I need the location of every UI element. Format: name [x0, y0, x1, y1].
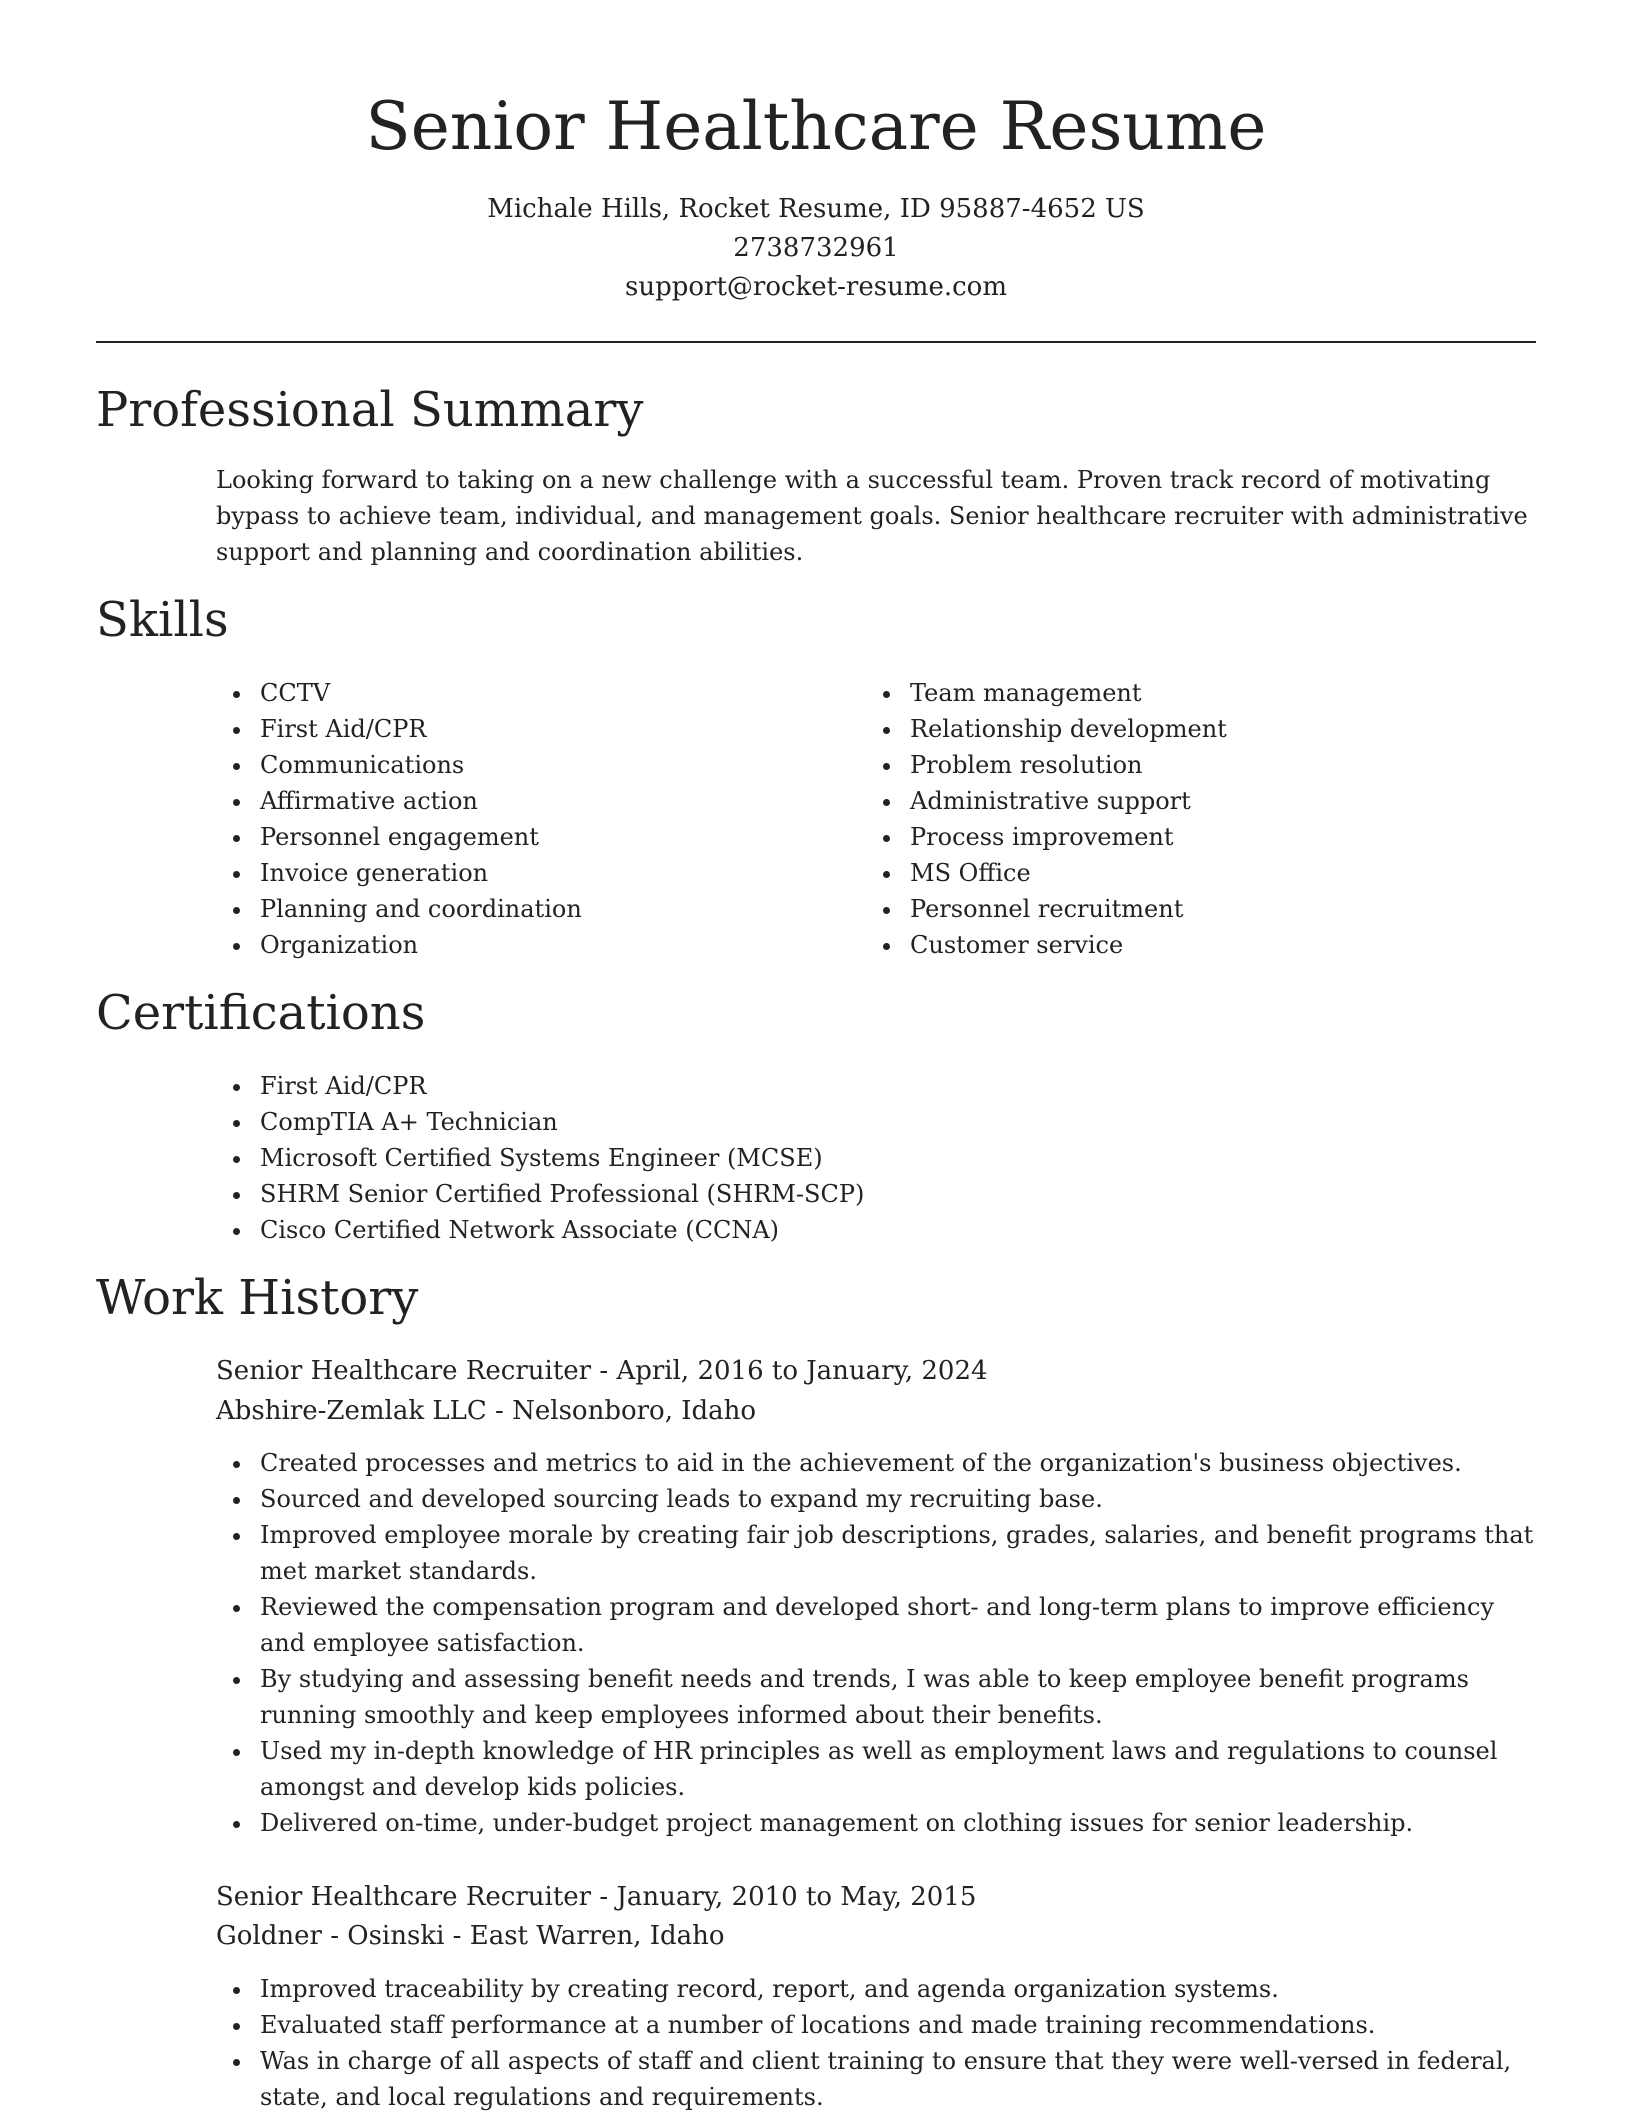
contact-email: support@rocket-resume.com — [624, 272, 1007, 302]
job-title: Senior Healthcare Recruiter — [216, 1882, 592, 1912]
skill-item: MS Office — [866, 855, 1526, 891]
job-title: Senior Healthcare Recruiter — [216, 1356, 592, 1386]
skill-item: Organization — [216, 927, 816, 963]
skills-list-right — [866, 675, 1526, 963]
skill-item: Customer service — [866, 927, 1526, 963]
job-company: Goldner - Osinski — [216, 1921, 445, 1951]
duty-item: Delivered on-time, under-budget project management on clothing issues for senior leadership. — [216, 1805, 1536, 1841]
duty-item: Improved employee morale by creating fair job descriptions, grades, salaries, and benefit programs that met market standards. — [216, 1517, 1536, 1589]
duty-item: Sourced and developed sourcing leads to expand my recruiting base. — [216, 1481, 1536, 1517]
skill-item: Administrative support — [866, 783, 1526, 819]
duty-item: Reviewed the compensation program and developed short- and long-term plans to improve efficiency and employee satisfaction. — [216, 1589, 1536, 1661]
resume-title: Senior Healthcare Resume — [365, 88, 1267, 165]
skill-item: CCTV — [216, 675, 816, 711]
skill-item: Relationship development — [866, 711, 1526, 747]
job-company-line: Abshire-Zemlak LLC - Nelsonboro, Idaho — [216, 1396, 757, 1426]
certification-item: First Aid/CPR — [216, 1068, 1116, 1104]
certification-item: Microsoft Certified Systems Engineer (MCSE) — [216, 1140, 1116, 1176]
skill-item: Invoice generation — [216, 855, 816, 891]
duty-item: Improved traceability by creating record, report, and agenda organization systems. — [216, 1971, 1536, 2007]
job-title-line: Senior Healthcare Recruiter - January, 2010 to May, 2015 — [216, 1882, 977, 1912]
work-history-heading: Work History — [96, 1270, 419, 1326]
duty-item: Evaluated staff performance at a number of locations and made training recommendations. — [216, 2007, 1536, 2043]
job-dates: April, 2016 to January, 2024 — [616, 1356, 988, 1386]
job-location: East Warren, Idaho — [469, 1921, 725, 1951]
job-location: Nelsonboro, Idaho — [512, 1396, 757, 1426]
certification-item: CompTIA A+ Technician — [216, 1104, 1116, 1140]
duty-item: Used my in-depth knowledge of HR principles as well as employment laws and regulations to counsel amongst and develop kids policies. — [216, 1733, 1536, 1805]
duty-item: Created processes and metrics to aid in the achievement of the organization's business objectives. — [216, 1445, 1536, 1481]
certification-item: SHRM Senior Certified Professional (SHRM-SCP) — [216, 1176, 1116, 1212]
header-divider — [96, 341, 1536, 343]
job-duties-list — [216, 1971, 1536, 2115]
skill-item: Process improvement — [866, 819, 1526, 855]
certification-item: Cisco Certified Network Associate (CCNA) — [216, 1212, 1116, 1248]
certifications-heading: Certifications — [96, 985, 426, 1041]
summary-heading: Professional Summary — [96, 382, 644, 438]
summary-text: Looking forward to taking on a new challenge with a successful team. Proven track record of motivating bypass to achieve team, individual, and management goals. Senior healthcare recruiter with administrative support and planning and coordination abilities. — [216, 466, 1528, 566]
skill-item: Team management — [866, 675, 1526, 711]
skill-item: Personnel recruitment — [866, 891, 1526, 927]
skill-item: Personnel engagement — [216, 819, 816, 855]
contact-address: Michale Hills, Rocket Resume, ID 95887-4652 US — [487, 194, 1145, 224]
certifications-list — [216, 1068, 1116, 1248]
skill-item: First Aid/CPR — [216, 711, 816, 747]
skill-item: Planning and coordination — [216, 891, 816, 927]
job-company-line: Goldner - Osinski - East Warren, Idaho — [216, 1921, 725, 1951]
contact-block — [0, 190, 1632, 307]
skill-item: Problem resolution — [866, 747, 1526, 783]
duty-item: Was in charge of all aspects of staff and client training to ensure that they were well-versed in federal, state, and local regulations and requirements. — [216, 2043, 1536, 2115]
skills-list-left — [216, 675, 816, 963]
job-title-line: Senior Healthcare Recruiter - April, 2016 to January, 2024 — [216, 1356, 988, 1386]
skill-item: Affirmative action — [216, 783, 816, 819]
job-duties-list — [216, 1445, 1536, 1841]
job-dates: January, 2010 to May, 2015 — [616, 1882, 977, 1912]
duty-item: By studying and assessing benefit needs and trends, I was able to keep employee benefit programs running smoothly and keep employees informed about their benefits. — [216, 1661, 1536, 1733]
skill-item: Communications — [216, 747, 816, 783]
contact-phone: 2738732961 — [733, 233, 899, 263]
job-company: Abshire-Zemlak LLC — [216, 1396, 487, 1426]
skills-heading: Skills — [96, 592, 229, 648]
